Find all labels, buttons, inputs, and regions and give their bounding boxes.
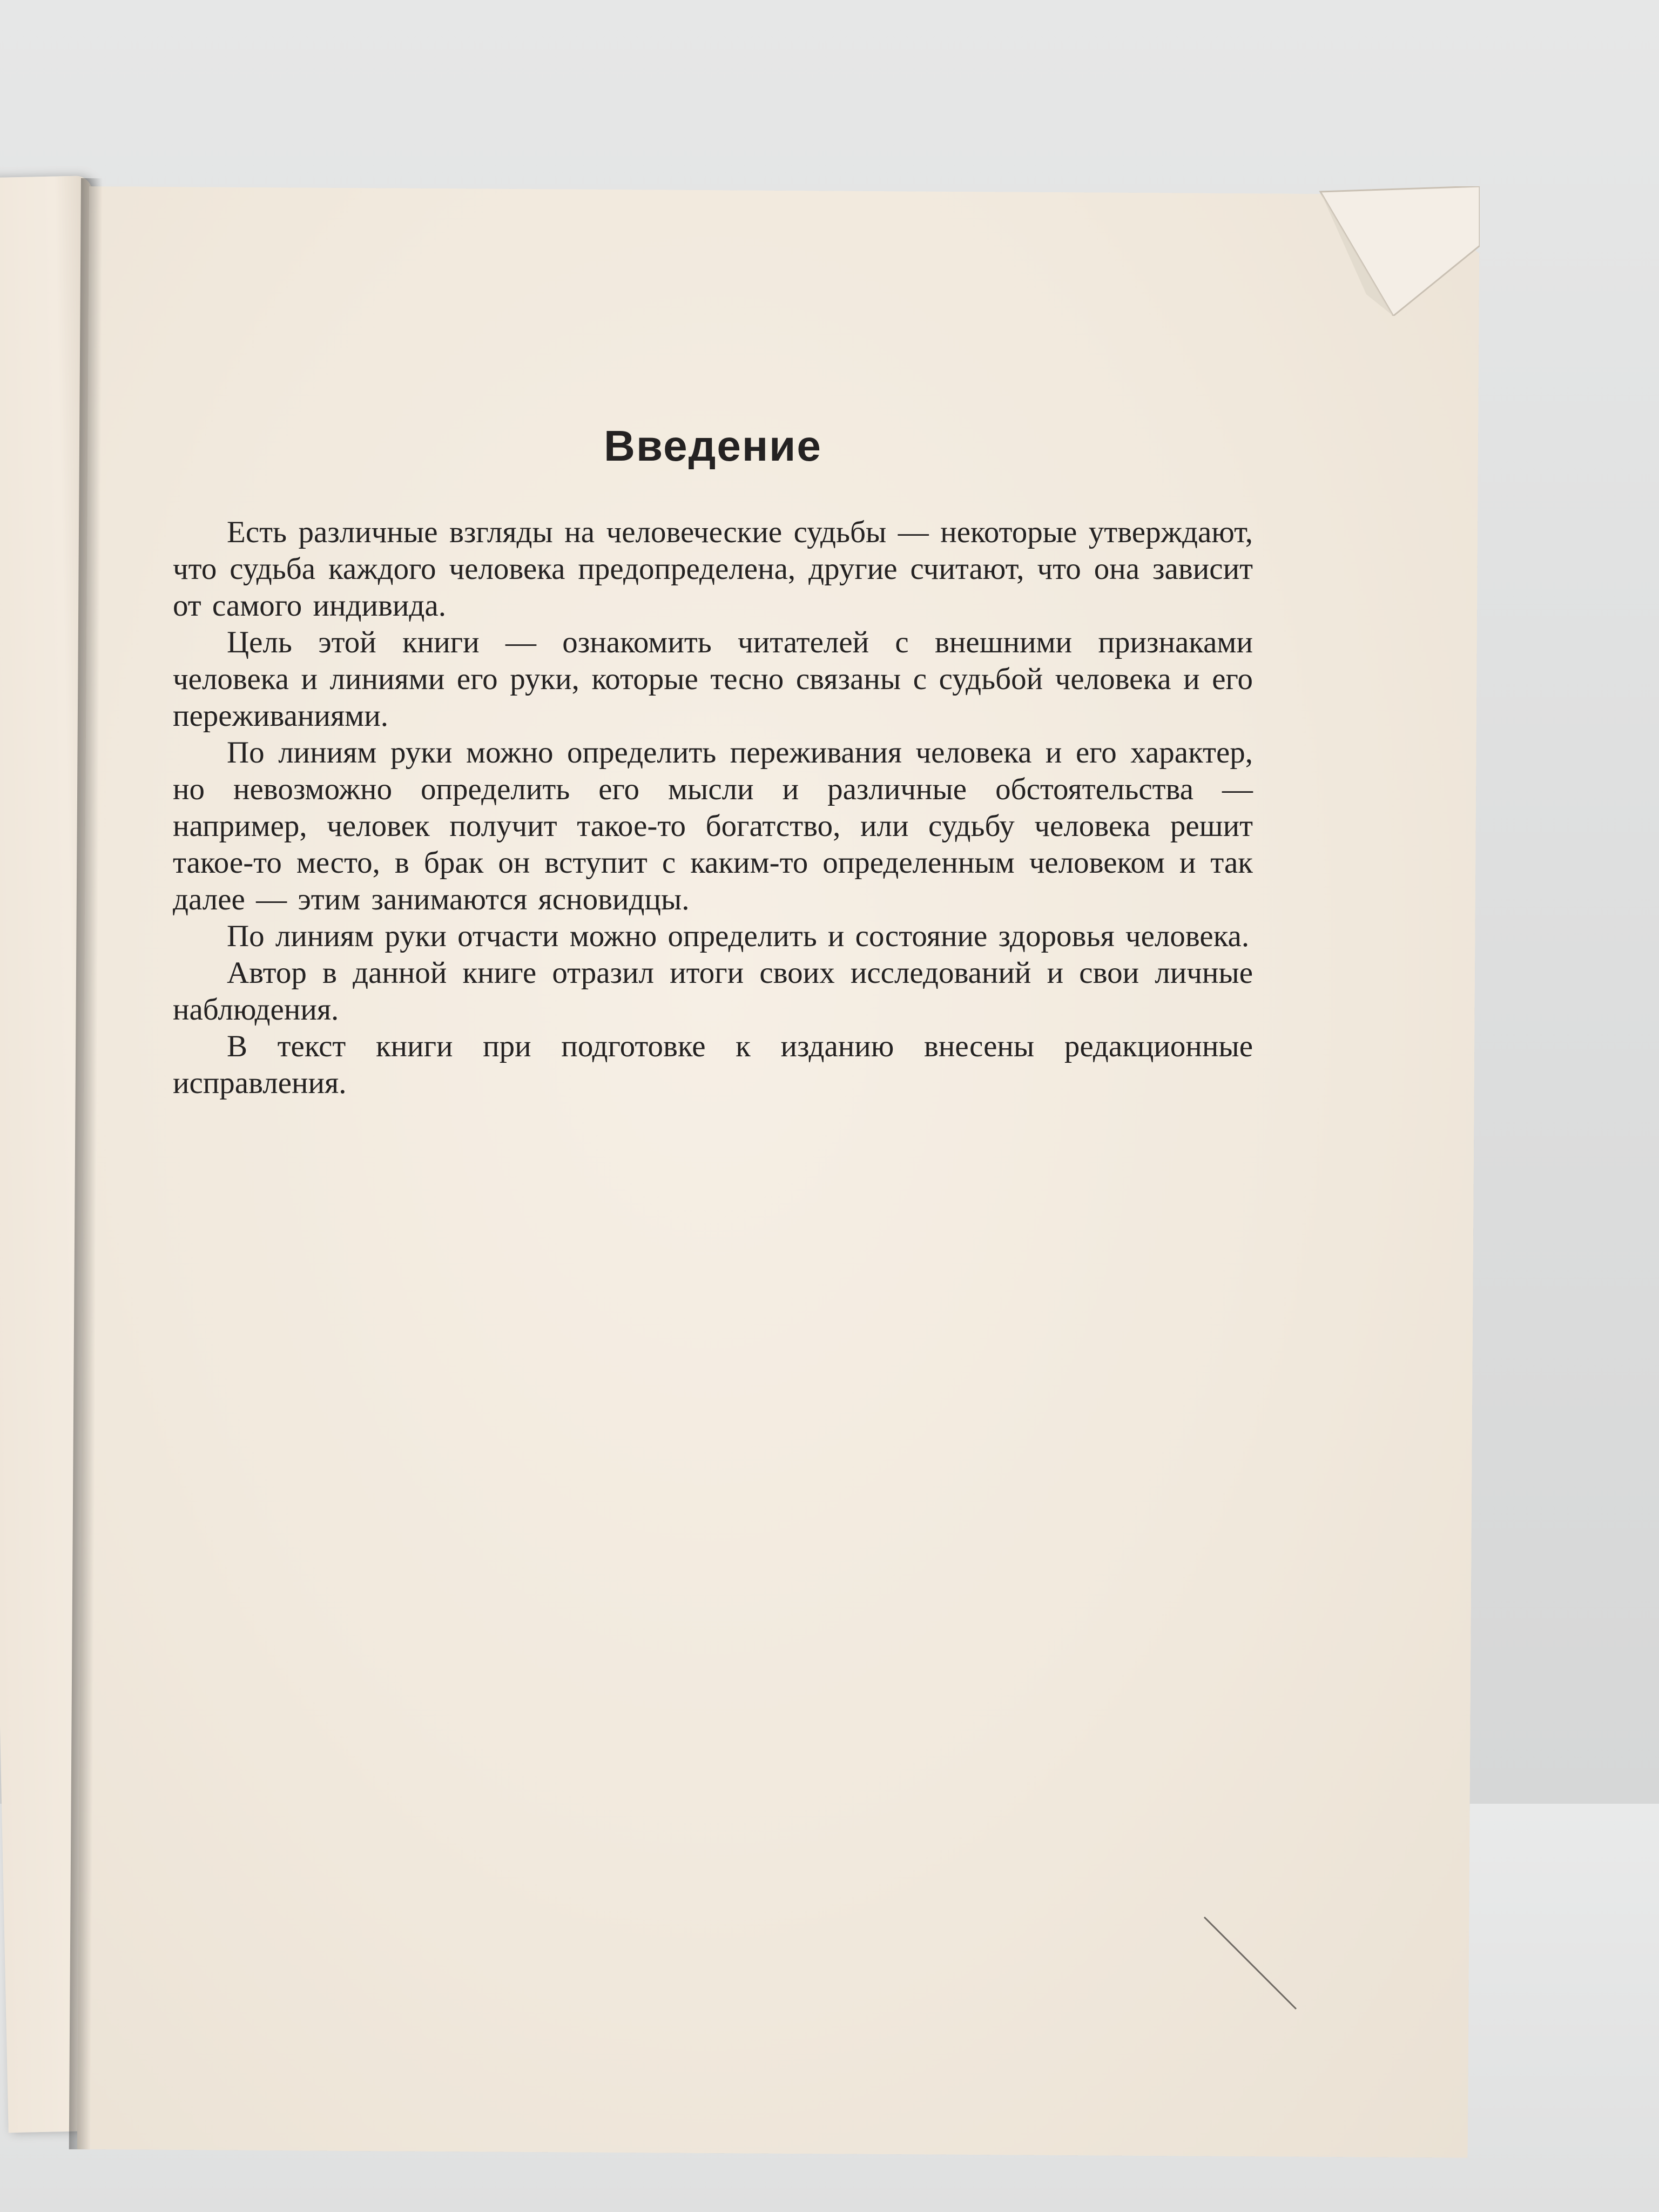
folded-corner — [1318, 186, 1480, 316]
page-content — [173, 421, 1253, 1102]
paragraph-1: Есть различные взгляды на человеческие судьбы — некоторые утверждают, что судьба каждого человека предопределена, другие считают, что она зависит от самого индивида. — [173, 515, 1253, 623]
page-title: Введение — [604, 422, 822, 470]
paragraph-2: Цель этой книги — ознакомить читателей с внешними признаками человека и линиями его руки, которые тесно связаны с судьбой человека и его переживаниями. — [173, 625, 1253, 733]
paragraph-6: В текст книги при подготовке к изданию внесены редакционные исправления. — [173, 1029, 1253, 1100]
paragraph-4: По линиям руки отчасти можно определить и состояние здоровья человека. — [227, 919, 1250, 953]
paragraph-5: Автор в данной книге отразил итоги своих исследований и свои личные наблюдения. — [173, 956, 1253, 1027]
pen-scratch-mark — [1199, 1912, 1301, 2014]
paragraph-3: По линиям руки можно определить переживания человека и его характер, но невозможно определить его мысли и различные обстоятельства — например, человек получит такое-то богатство, или судьбу человека решит такое-то место, в брак он вступит с каким-то определенным человеком и так далее — этим занимаются ясновидцы. — [173, 736, 1253, 916]
